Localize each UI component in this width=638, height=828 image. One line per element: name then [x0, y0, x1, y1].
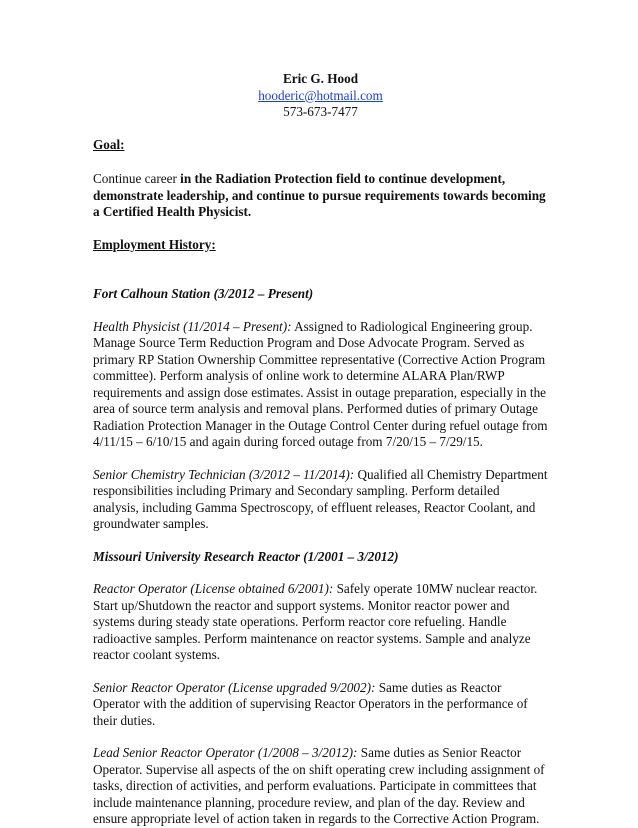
- role-title: Senior Chemistry Technician (3/2012 – 11/2014):: [93, 466, 355, 482]
- role-description: Same duties as Reactor Operator with the addition of supervising Reactor Operators in the performance of their duties.: [93, 679, 528, 728]
- goal-heading: Goal:: [93, 136, 125, 152]
- email-link[interactable]: hooderic@hotmail.com: [258, 87, 383, 103]
- contact-header: [93, 71, 548, 121]
- role-title: Lead Senior Reactor Operator (1/2008 – 3/2012):: [93, 745, 358, 760]
- role-health-physicist: [93, 319, 548, 451]
- role-title: Reactor Operator (License obtained 6/2001):: [93, 581, 334, 596]
- role-description: Same duties as Senior Reactor Operator. Supervise all aspects of the on shift operating crew including assignment of tasks, direction of activities, and perform evaluations. Participate in committees that include maintenance planning, procedure review, and plan of the day. Review and ensure appropriate level of action taken in regards to the Corrective Action Program.: [93, 745, 545, 826]
- goal-statement: [93, 171, 548, 221]
- role-lead-senior-reactor-operator: [93, 745, 548, 828]
- role-description: Assigned to Radiological Engineering group. Manage Source Term Reduction Program and Dose Advocate Program. Served as primary RP Station Ownership Committee representative (Corrective Action Program committee). Perform analysis of online work to determine ALARA Plan/RWP requirements and assign dose estimates. Assist in outage preparation, especially in the area of source term analysis and removal plans. Performed duties of primary Outage Radiation Protection Manager in the Outage Control Center during refuel outage from 4/11/15 – 6/10/15 and again during forced outage from 7/20/15 – 7/29/15.: [93, 318, 548, 449]
- employment-history-heading: Employment History:: [93, 236, 216, 252]
- employer-missouri-university: Missouri University Research Reactor (1/2001 – 3/2012): [93, 548, 399, 564]
- role-senior-chemistry-technician: [93, 467, 548, 533]
- goal-bold-text: in the Radiation Protection field to continue development, demonstrate leadership, and continue to pursue requirements towards becoming a Certified Health Physicist.: [93, 171, 546, 219]
- candidate-name: Eric G. Hood: [282, 71, 359, 86]
- role-senior-reactor-operator: [93, 680, 548, 730]
- role-description: Qualified all Chemistry Department responsibilities including Primary and Secondary sampling. Perform detailed analysis, including Gamma Spectroscopy, of effluent releases, Reactor Coolant, and groundwater samples.: [93, 466, 548, 531]
- role-description: Safely operate 10MW nuclear reactor. Start up/Shutdown the reactor and support systems. Monitor reactor power and systems during steady state operations. Perform reactor core refueling. Handle radioactive samples. Perform maintenance on reactor systems. Sample and analyze reactor coolant systems.: [93, 581, 538, 662]
- phone-number: 573-673-7477: [283, 104, 358, 119]
- role-reactor-operator: [93, 581, 548, 664]
- goal-prefix: Continue career: [93, 171, 181, 186]
- role-title: Health Physicist (11/2014 – Present):: [93, 318, 292, 334]
- employer-fort-calhoun: Fort Calhoun Station (3/2012 – Present): [93, 286, 314, 301]
- role-title: Senior Reactor Operator (License upgraded 9/2002):: [93, 679, 376, 695]
